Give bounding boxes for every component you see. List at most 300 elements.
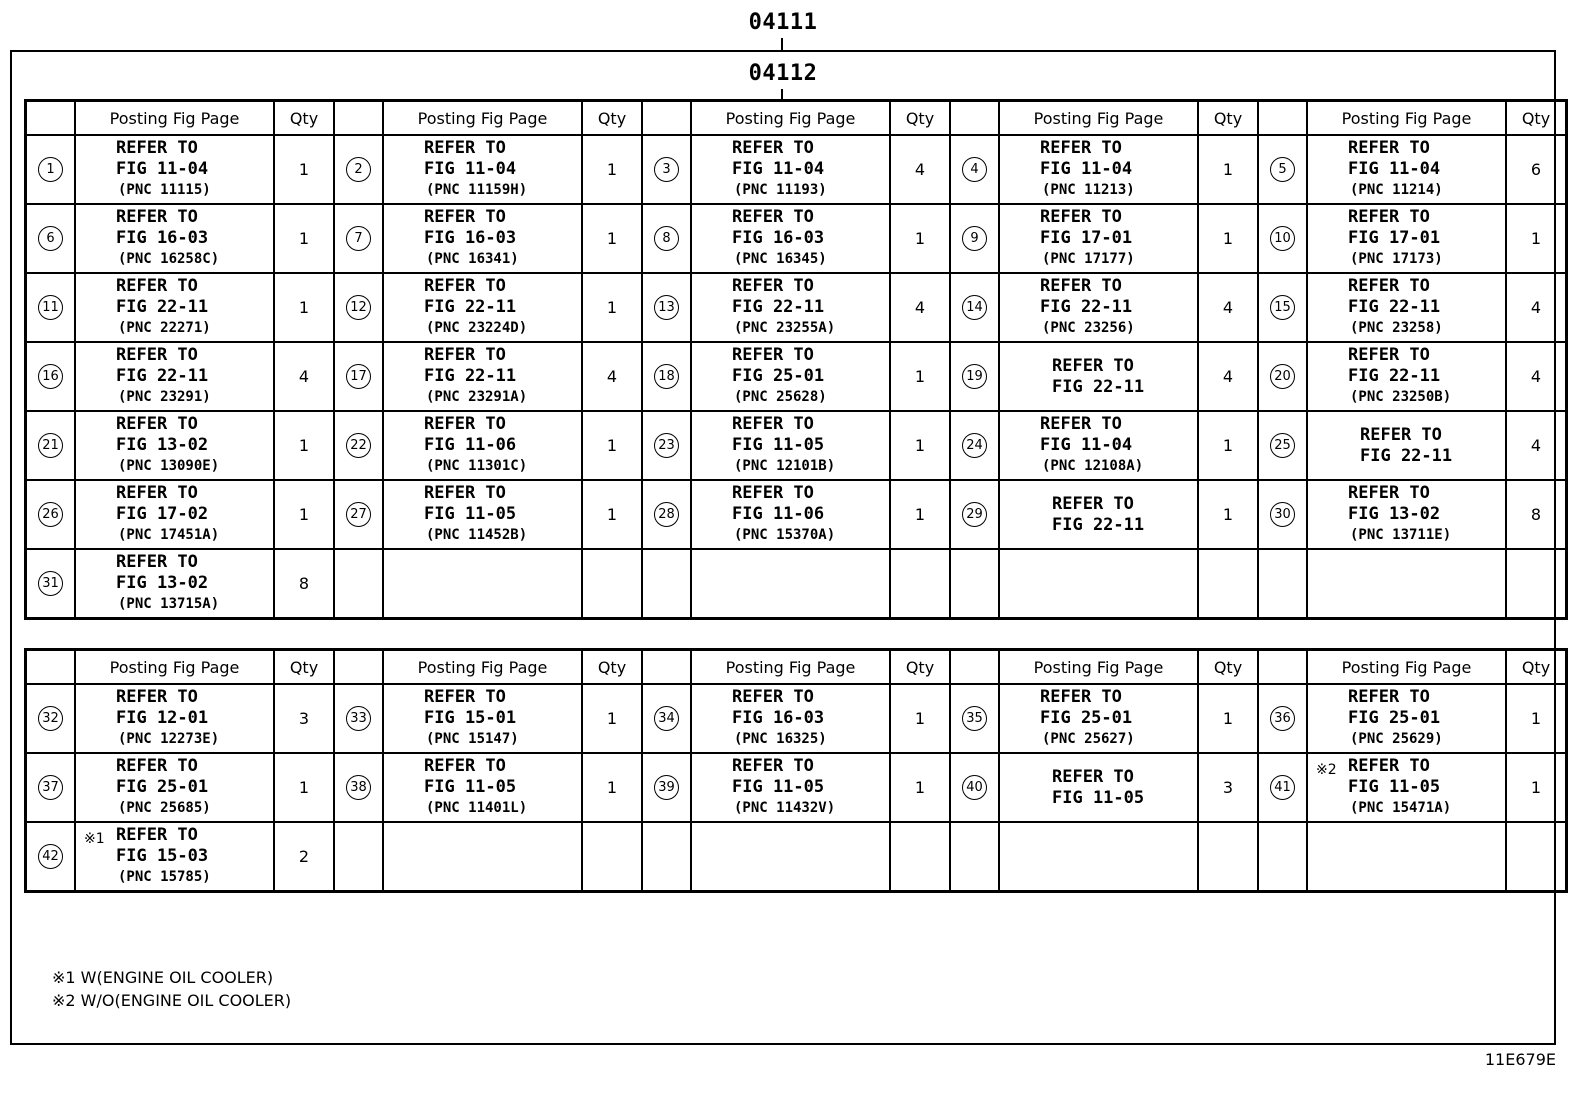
- posting-cell: [999, 480, 1198, 549]
- table-row: [26, 822, 1567, 892]
- qty-value: 1: [582, 135, 642, 204]
- item-number-badge: 18: [654, 364, 679, 389]
- pnc-text: (PNC 15370A): [734, 527, 836, 543]
- posting-ref: [1308, 754, 1505, 821]
- refer-to-text: REFER TO: [116, 687, 198, 707]
- refer-to-text: REFER TO: [116, 414, 198, 434]
- fig-ref-text: FIG 11-04: [424, 159, 517, 179]
- qty-value: 1: [274, 480, 334, 549]
- item-number-badge: 24: [962, 433, 987, 458]
- posting-cell: [383, 549, 582, 619]
- item-number-cell: [950, 204, 999, 273]
- item-number-cell: [26, 753, 76, 822]
- header-index-cell: [950, 650, 999, 685]
- qty-value: 1: [890, 753, 950, 822]
- item-number-cell: [334, 135, 383, 204]
- item-number-badge: 27: [346, 502, 371, 527]
- item-number-badge: 5: [1270, 157, 1295, 182]
- posting-cell: [691, 480, 890, 549]
- header-posting: Posting Fig Page: [1307, 650, 1506, 685]
- header-posting: Posting Fig Page: [75, 101, 274, 136]
- item-number-cell: [950, 684, 999, 753]
- item-number-badge: 1: [38, 157, 63, 182]
- header-row: [26, 101, 1567, 136]
- qty-value: 1: [582, 273, 642, 342]
- posting-ref: [76, 754, 273, 821]
- item-number-cell: [26, 480, 76, 549]
- refer-to-text: REFER TO: [1348, 138, 1430, 158]
- fig-ref-text: FIG 11-06: [732, 504, 825, 524]
- fig-ref-text: FIG 11-05: [1052, 787, 1145, 808]
- refer-to-text: REFER TO: [116, 756, 198, 776]
- qty-value: 4: [1506, 342, 1567, 411]
- item-number-badge: 28: [654, 502, 679, 527]
- fig-ref-text: FIG 11-04: [116, 159, 209, 179]
- pnc-text: (PNC 17173): [1350, 251, 1443, 267]
- posting-ref: [692, 205, 889, 272]
- qty-value: 1: [1198, 411, 1258, 480]
- header-qty: Qty: [274, 650, 334, 685]
- footnote-1: ※1 W(ENGINE OIL COOLER): [52, 968, 274, 987]
- item-number-badge: 35: [962, 706, 987, 731]
- posting-cell: [383, 342, 582, 411]
- item-number-badge: 14: [962, 295, 987, 320]
- posting-ref: [384, 136, 581, 203]
- footnote-2: ※2 W/O(ENGINE OIL COOLER): [52, 991, 292, 1010]
- fig-ref-text: FIG 16-03: [424, 228, 517, 248]
- header-qty: Qty: [1506, 101, 1567, 136]
- item-number-badge: 3: [654, 157, 679, 182]
- qty-value: 4: [890, 135, 950, 204]
- posting-cell: [1307, 204, 1506, 273]
- qty-value: 8: [1506, 480, 1567, 549]
- item-number-badge: 4: [962, 157, 987, 182]
- fig-ref-text: FIG 17-01: [1040, 228, 1133, 248]
- fig-ref-text: FIG 16-03: [732, 708, 825, 728]
- item-number-cell: [1258, 411, 1307, 480]
- posting-cell: [691, 135, 890, 204]
- header-index-cell: [26, 101, 76, 136]
- qty-cell: [890, 822, 950, 892]
- fig-ref-text: FIG 11-05: [1348, 777, 1441, 797]
- qty-value: 4: [1506, 273, 1567, 342]
- item-number-badge: 19: [962, 364, 987, 389]
- refer-to-text: REFER TO: [116, 825, 198, 845]
- refer-to-text: REFER TO: [732, 138, 814, 158]
- qty-value: 1: [1198, 684, 1258, 753]
- posting-cell: [691, 342, 890, 411]
- table-row: [26, 342, 1567, 411]
- item-number-cell: [26, 822, 76, 892]
- refer-to-text: REFER TO: [116, 552, 198, 572]
- item-number-badge: 7: [346, 226, 371, 251]
- fig-ref-text: FIG 11-06: [424, 435, 517, 455]
- posting-cell: [75, 273, 274, 342]
- pnc-text: (PNC 15785): [118, 869, 211, 885]
- item-number-badge: 30: [1270, 502, 1295, 527]
- pnc-text: (PNC 11301C): [426, 458, 528, 474]
- posting-cell: [75, 549, 274, 619]
- posting-cell: [1307, 273, 1506, 342]
- fig-ref-text: FIG 22-11: [116, 297, 209, 317]
- pnc-text: (PNC 22271): [118, 320, 211, 336]
- pnc-text: (PNC 12273E): [118, 731, 220, 747]
- pnc-text: (PNC 16258C): [118, 251, 220, 267]
- header-qty: Qty: [1506, 650, 1567, 685]
- header-posting: Posting Fig Page: [999, 101, 1198, 136]
- pnc-text: (PNC 25627): [1042, 731, 1135, 747]
- refer-to-text: REFER TO: [424, 483, 506, 503]
- item-number-badge: 40: [962, 775, 987, 800]
- pnc-text: (PNC 13090E): [118, 458, 220, 474]
- fig-ref-text: FIG 11-04: [1040, 159, 1133, 179]
- pnc-text: (PNC 15147): [426, 731, 519, 747]
- qty-value: 4: [1506, 411, 1567, 480]
- item-number-cell: [26, 135, 76, 204]
- refer-to-text: REFER TO: [116, 483, 198, 503]
- refer-to-text: REFER TO: [732, 345, 814, 365]
- pnc-text: (PNC 11213): [1042, 182, 1135, 198]
- table-row: [26, 411, 1567, 480]
- header-posting: Posting Fig Page: [383, 101, 582, 136]
- item-number-badge: 42: [38, 844, 63, 869]
- posting-ref: [76, 550, 273, 617]
- refer-to-text: REFER TO: [424, 207, 506, 227]
- qty-value: 1: [890, 684, 950, 753]
- parts-table-2: [24, 648, 1568, 893]
- posting-ref: [76, 412, 273, 479]
- pnc-text: (PNC 11452B): [426, 527, 528, 543]
- item-number-cell: [642, 480, 691, 549]
- fig-ref-text: FIG 11-05: [732, 435, 825, 455]
- posting-ref: [76, 823, 273, 890]
- qty-value: 1: [890, 480, 950, 549]
- item-number-cell: [334, 684, 383, 753]
- item-number-cell: [334, 273, 383, 342]
- item-number-cell: [334, 204, 383, 273]
- refer-to-text: REFER TO: [1348, 756, 1430, 776]
- item-number-badge: 20: [1270, 364, 1295, 389]
- fig-ref-text: FIG 12-01: [116, 708, 209, 728]
- item-number-badge: 29: [962, 502, 987, 527]
- posting-cell: [383, 822, 582, 892]
- qty-cell: [1198, 549, 1258, 619]
- footnotes: [52, 966, 291, 1012]
- posting-ref: [1308, 205, 1505, 272]
- pnc-text: (PNC 11159H): [426, 182, 528, 198]
- header-posting: Posting Fig Page: [999, 650, 1198, 685]
- pnc-text: (PNC 15471A): [1350, 800, 1452, 816]
- header-qty: Qty: [890, 101, 950, 136]
- qty-value: 4: [582, 342, 642, 411]
- posting-ref: [384, 685, 581, 752]
- item-number-cell: [950, 753, 999, 822]
- fig-ref-text: FIG 22-11: [1052, 376, 1145, 397]
- item-number-cell: [26, 204, 76, 273]
- posting-ref: [1000, 205, 1197, 272]
- table-row: [26, 549, 1567, 619]
- item-number-cell: [642, 342, 691, 411]
- posting-cell: [75, 480, 274, 549]
- refer-to-text: REFER TO: [732, 756, 814, 776]
- fig-ref-text: FIG 25-01: [732, 366, 825, 386]
- refer-to-text: REFER TO: [116, 345, 198, 365]
- item-number-badge: 26: [38, 502, 63, 527]
- item-number-cell: [334, 411, 383, 480]
- posting-cell: [75, 684, 274, 753]
- posting-cell: [383, 273, 582, 342]
- qty-value: 1: [274, 411, 334, 480]
- posting-cell: [75, 822, 274, 892]
- item-number-cell: [642, 204, 691, 273]
- refer-to-text: REFER TO: [732, 414, 814, 434]
- refer-to-text: REFER TO: [1040, 207, 1122, 227]
- item-number-badge: 33: [346, 706, 371, 731]
- table-row: [26, 135, 1567, 204]
- posting-cell: [691, 684, 890, 753]
- qty-value: 3: [1198, 753, 1258, 822]
- posting-ref: [384, 412, 581, 479]
- fig-ref-text: FIG 16-03: [116, 228, 209, 248]
- refer-to-text: REFER TO: [1348, 345, 1430, 365]
- refer-to-text: REFER TO: [1348, 687, 1430, 707]
- condition-mark: ※1: [84, 831, 105, 847]
- posting-cell: [999, 753, 1198, 822]
- header-index-cell: [334, 650, 383, 685]
- refer-to-text: REFER TO: [116, 276, 198, 296]
- fig-ref-text: FIG 22-11: [424, 366, 517, 386]
- pnc-text: (PNC 11432V): [734, 800, 836, 816]
- posting-cell: [999, 411, 1198, 480]
- posting-cell: [999, 135, 1198, 204]
- posting-ref: [692, 412, 889, 479]
- item-number-cell: [26, 342, 76, 411]
- posting-ref: [692, 274, 889, 341]
- fig-ref-text: FIG 25-01: [1040, 708, 1133, 728]
- posting-cell: [383, 684, 582, 753]
- item-number-cell: [334, 822, 383, 892]
- qty-value: 1: [1506, 684, 1567, 753]
- item-number-badge: 6: [38, 226, 63, 251]
- posting-ref: [692, 343, 889, 410]
- qty-cell: [890, 549, 950, 619]
- pnc-text: (PNC 23291A): [426, 389, 528, 405]
- fig-ref-text: FIG 13-02: [116, 435, 209, 455]
- header-qty: Qty: [274, 101, 334, 136]
- pnc-text: (PNC 12101B): [734, 458, 836, 474]
- posting-cell: [75, 411, 274, 480]
- qty-cell: [1198, 822, 1258, 892]
- fig-ref-text: FIG 11-05: [732, 777, 825, 797]
- item-number-cell: [334, 480, 383, 549]
- item-number-badge: 32: [38, 706, 63, 731]
- item-number-cell: [1258, 684, 1307, 753]
- table-row: [26, 204, 1567, 273]
- posting-ref: [384, 205, 581, 272]
- item-number-badge: 36: [1270, 706, 1295, 731]
- qty-value: 1: [1506, 204, 1567, 273]
- refer-to-text: REFER TO: [424, 756, 506, 776]
- header-index-cell: [334, 101, 383, 136]
- item-number-cell: [642, 273, 691, 342]
- qty-value: 1: [274, 204, 334, 273]
- header-posting: Posting Fig Page: [75, 650, 274, 685]
- posting-ref: [692, 685, 889, 752]
- item-number-badge: 34: [654, 706, 679, 731]
- fig-ref-text: FIG 25-01: [1348, 708, 1441, 728]
- fig-ref-text: FIG 22-11: [1040, 297, 1133, 317]
- qty-value: 1: [582, 684, 642, 753]
- posting-ref: [1000, 412, 1197, 479]
- item-number-cell: [642, 822, 691, 892]
- item-number-badge: 12: [346, 295, 371, 320]
- refer-to-text: REFER TO: [1348, 483, 1430, 503]
- posting-cell: [383, 753, 582, 822]
- item-number-cell: [1258, 480, 1307, 549]
- posting-ref: [1308, 274, 1505, 341]
- posting-ref: [384, 343, 581, 410]
- condition-mark: ※2: [1316, 762, 1337, 778]
- pnc-text: (PNC 25685): [118, 800, 211, 816]
- qty-value: 1: [274, 273, 334, 342]
- posting-cell: [691, 822, 890, 892]
- posting-ref: [692, 481, 889, 548]
- header-qty: Qty: [890, 650, 950, 685]
- header-qty: Qty: [582, 101, 642, 136]
- item-number-cell: [26, 684, 76, 753]
- item-number-badge: 17: [346, 364, 371, 389]
- item-number-cell: [642, 135, 691, 204]
- posting-cell: [999, 822, 1198, 892]
- refer-to-text: REFER TO: [1052, 355, 1134, 376]
- fig-ref-text: FIG 22-11: [1360, 445, 1453, 466]
- pnc-text: (PNC 13711E): [1350, 527, 1452, 543]
- posting-ref: [1000, 481, 1197, 548]
- refer-to-text: REFER TO: [1052, 766, 1134, 787]
- posting-ref: [76, 343, 273, 410]
- pnc-text: (PNC 23255A): [734, 320, 836, 336]
- item-number-cell: [950, 411, 999, 480]
- item-number-badge: 8: [654, 226, 679, 251]
- posting-cell: [1307, 822, 1506, 892]
- fig-ref-text: FIG 22-11: [116, 366, 209, 386]
- item-number-badge: 23: [654, 433, 679, 458]
- item-number-cell: [26, 411, 76, 480]
- posting-cell: [75, 753, 274, 822]
- header-posting: Posting Fig Page: [1307, 101, 1506, 136]
- qty-value: 1: [890, 204, 950, 273]
- assembly-label-top: 04111: [748, 10, 818, 35]
- qty-value: 4: [1198, 273, 1258, 342]
- item-number-cell: [334, 549, 383, 619]
- posting-cell: [383, 411, 582, 480]
- item-number-cell: [950, 135, 999, 204]
- posting-cell: [75, 135, 274, 204]
- qty-value: 8: [274, 549, 334, 619]
- item-number-cell: [1258, 549, 1307, 619]
- posting-cell: [691, 411, 890, 480]
- item-number-badge: 11: [38, 295, 63, 320]
- pnc-text: (PNC 11193): [734, 182, 827, 198]
- qty-value: 4: [1198, 342, 1258, 411]
- fig-ref-text: FIG 22-11: [1348, 366, 1441, 386]
- qty-cell: [1506, 822, 1567, 892]
- parts-table-1: [24, 99, 1568, 620]
- posting-cell: [1307, 480, 1506, 549]
- posting-ref: [76, 205, 273, 272]
- posting-ref: [1000, 343, 1197, 410]
- posting-cell: [999, 342, 1198, 411]
- item-number-cell: [950, 822, 999, 892]
- posting-ref: [1308, 412, 1505, 479]
- pnc-text: (PNC 17451A): [118, 527, 220, 543]
- item-number-badge: 22: [346, 433, 371, 458]
- item-number-cell: [642, 684, 691, 753]
- posting-cell: [1307, 684, 1506, 753]
- posting-ref: [1308, 685, 1505, 752]
- qty-value: 1: [1506, 753, 1567, 822]
- posting-cell: [1307, 411, 1506, 480]
- item-number-badge: 15: [1270, 295, 1295, 320]
- item-number-cell: [950, 273, 999, 342]
- item-number-badge: 41: [1270, 775, 1295, 800]
- qty-cell: [582, 549, 642, 619]
- item-number-badge: 39: [654, 775, 679, 800]
- table-row: [26, 480, 1567, 549]
- table-row: [26, 273, 1567, 342]
- refer-to-text: REFER TO: [116, 138, 198, 158]
- qty-value: 1: [582, 480, 642, 549]
- posting-ref: [76, 685, 273, 752]
- table-row: [26, 753, 1567, 822]
- item-number-cell: [950, 549, 999, 619]
- pnc-text: (PNC 23291): [118, 389, 211, 405]
- refer-to-text: REFER TO: [424, 414, 506, 434]
- refer-to-text: REFER TO: [732, 687, 814, 707]
- item-number-cell: [334, 753, 383, 822]
- posting-ref: [384, 481, 581, 548]
- fig-ref-text: FIG 16-03: [732, 228, 825, 248]
- pnc-text: (PNC 16345): [734, 251, 827, 267]
- leader-line-top: [781, 38, 783, 50]
- refer-to-text: REFER TO: [1360, 424, 1442, 445]
- posting-ref: [76, 136, 273, 203]
- pnc-text: (PNC 23258): [1350, 320, 1443, 336]
- posting-ref: [692, 136, 889, 203]
- fig-ref-text: FIG 11-05: [424, 504, 517, 524]
- posting-cell: [999, 549, 1198, 619]
- header-index-cell: [642, 650, 691, 685]
- posting-ref: [1308, 136, 1505, 203]
- header-index-cell: [642, 101, 691, 136]
- fig-ref-text: FIG 22-11: [1348, 297, 1441, 317]
- posting-ref: [1000, 274, 1197, 341]
- qty-value: 3: [274, 684, 334, 753]
- qty-value: 1: [582, 411, 642, 480]
- header-posting: Posting Fig Page: [691, 101, 890, 136]
- posting-cell: [1307, 549, 1506, 619]
- assembly-label-inner: 04112: [748, 61, 818, 86]
- pnc-text: (PNC 17177): [1042, 251, 1135, 267]
- pnc-text: (PNC 25628): [734, 389, 827, 405]
- item-number-badge: 38: [346, 775, 371, 800]
- fig-ref-text: FIG 17-02: [116, 504, 209, 524]
- fig-ref-text: FIG 15-01: [424, 708, 517, 728]
- posting-ref: [1000, 136, 1197, 203]
- pnc-text: (PNC 13715A): [118, 596, 220, 612]
- pnc-text: (PNC 11214): [1350, 182, 1443, 198]
- pnc-text: (PNC 23250B): [1350, 389, 1452, 405]
